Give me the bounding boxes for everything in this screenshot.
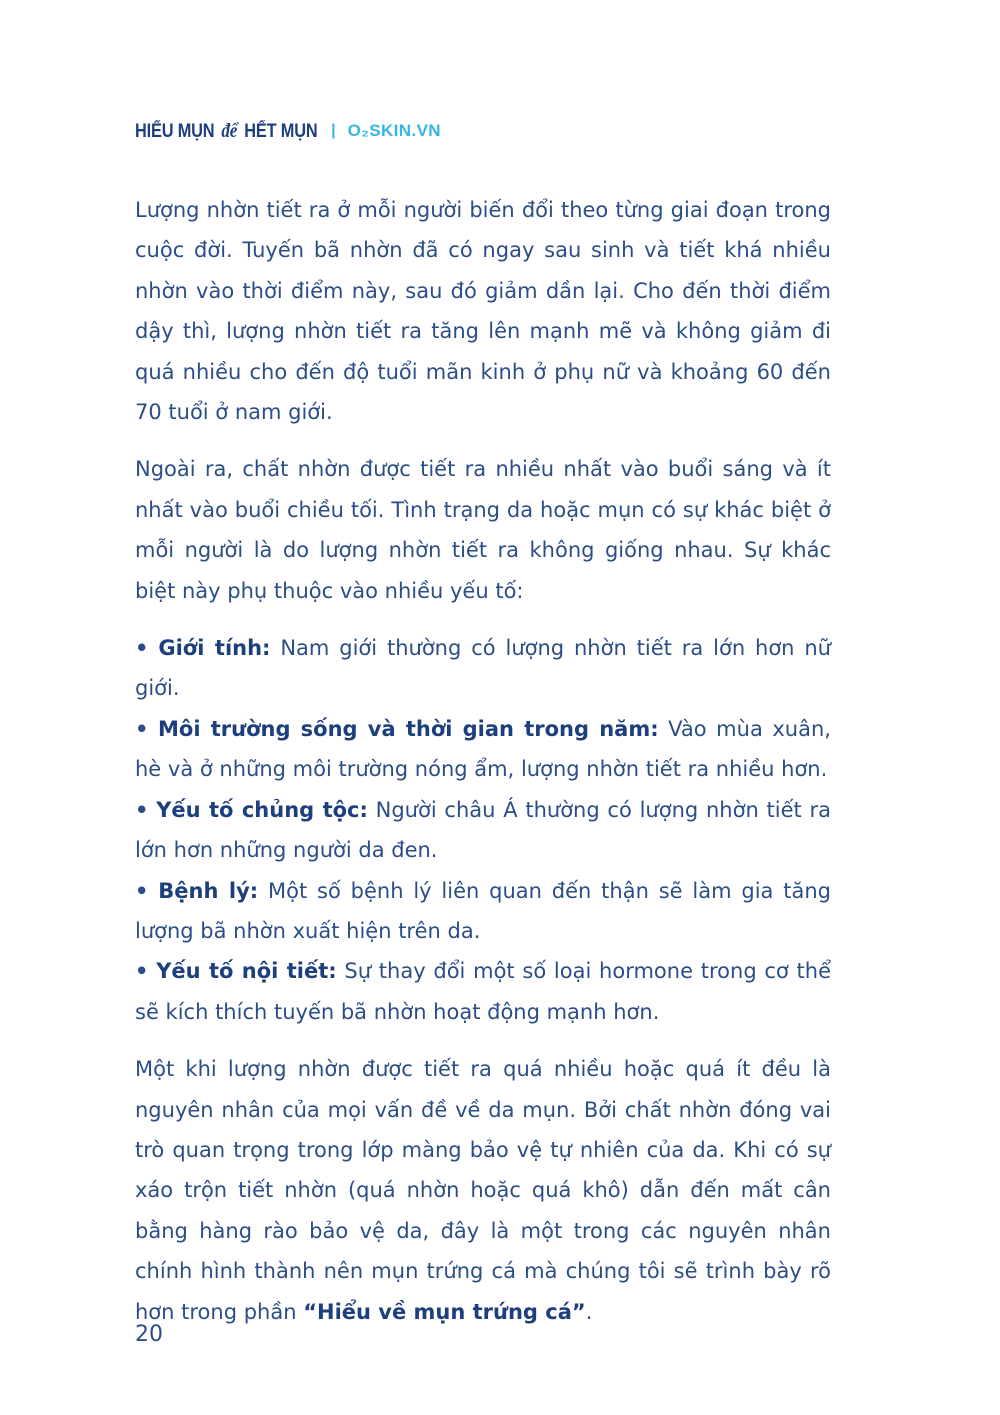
list-item-ethnicity — [135, 790, 831, 871]
paragraph-sebum-lifecycle: Lượng nhờn tiết ra ở mỗi người biến đổi theo từng giai đoạn trong cuộc đời. Tuyến bã nhờn đã có ngay sau sinh và tiết khá nhiều nhờn vào thời điểm này, sau đó giảm dần lại. Cho đến thời điểm dậy thì, lượng nhờn tiết ra tăng lên mạnh mẽ và không giảm đi quá nhiều cho đến độ tuổi mãn kinh ở phụ nữ và khoảng 60 đến 70 tuổi ở nam giới. — [135, 198, 831, 425]
list-item-label: Giới tính: — [158, 636, 271, 661]
factor-list — [135, 628, 831, 1032]
list-item-text: Một số bệnh lý liên quan đến thận sẽ làm gia tăng lượng bã nhờn xuất hiện trên da. — [135, 878, 831, 943]
page-body — [135, 190, 831, 1332]
bullet-dot-icon: • — [135, 716, 149, 741]
list-item-endocrine — [135, 951, 831, 1032]
book-title-script: để — [221, 119, 238, 142]
conclusion-end: . — [585, 1299, 593, 1324]
book-title — [135, 120, 317, 143]
running-header — [135, 116, 441, 146]
list-item-label: Yếu tố nội tiết: — [156, 959, 337, 984]
list-item-environment — [135, 709, 831, 790]
site-name: O₂SKIN.VN — [347, 121, 441, 140]
page-number: 20 — [135, 1322, 163, 1347]
list-item-disease — [135, 871, 831, 952]
book-title-part2: HẾT MỤN — [244, 120, 318, 142]
conclusion-text: Một khi lượng nhờn được tiết ra quá nhiều hoặc quá ít đều là nguyên nhân của mọi vấn đề về da mụn. Bởi chất nhờn đóng vai trò quan trọng trong lớp màng bảo vệ tự nhiên của da. Khi có sự xáo trộn tiết nhờn (quá nhờn hoặc quá khô) dẫn đến mất cân bằng hàng rào bảo vệ da, đây là một trong các nguyên nhân chính hình thành nên mụn trứng cá mà chúng tôi sẽ trình bày rõ hơn trong phần — [135, 1057, 831, 1324]
header-separator: | — [331, 122, 336, 139]
list-item-gender — [135, 628, 831, 709]
bullet-dot-icon: • — [135, 959, 149, 984]
paragraph-sebum-daily: Ngoài ra, chất nhờn được tiết ra nhiều nhất vào buổi sáng và ít nhất vào buổi chiều tối. Tình trạng da hoặc mụn có sự khác biệt ở mỗi người là do lượng nhờn tiết ra không giống nhau. Sự khác biệt này phụ thuộc vào nhiều yếu tố: — [135, 457, 831, 603]
list-item-text: Nam giới thường có lượng nhờn tiết ra lớn hơn nữ giới. — [135, 636, 831, 701]
list-item-text: Sự thay đổi một số loại hormone trong cơ thể sẽ kích thích tuyến bã nhờn hoạt động mạnh hơn. — [135, 959, 831, 1024]
book-title-part1: HIỂU MỤN — [135, 120, 215, 142]
bullet-dot-icon: • — [135, 878, 149, 903]
bullet-dot-icon: • — [135, 797, 149, 822]
list-item-text: Người châu Á thường có lượng nhờn tiết ra lớn hơn những người da đen. — [135, 797, 831, 863]
bullet-dot-icon: • — [135, 636, 149, 661]
list-item-label: Yếu tố chủng tộc: — [156, 797, 368, 822]
section-reference: “Hiểu về mụn trứng cá” — [303, 1299, 586, 1324]
list-item-label: Môi trường sống và thời gian trong năm: — [158, 716, 659, 741]
list-item-label: Bệnh lý: — [158, 878, 259, 903]
list-item-text: Vào mùa xuân, hè và ở những môi trường nóng ẩm, lượng nhờn tiết ra nhiều hơn. — [135, 716, 831, 782]
paragraph-conclusion — [135, 1049, 831, 1332]
